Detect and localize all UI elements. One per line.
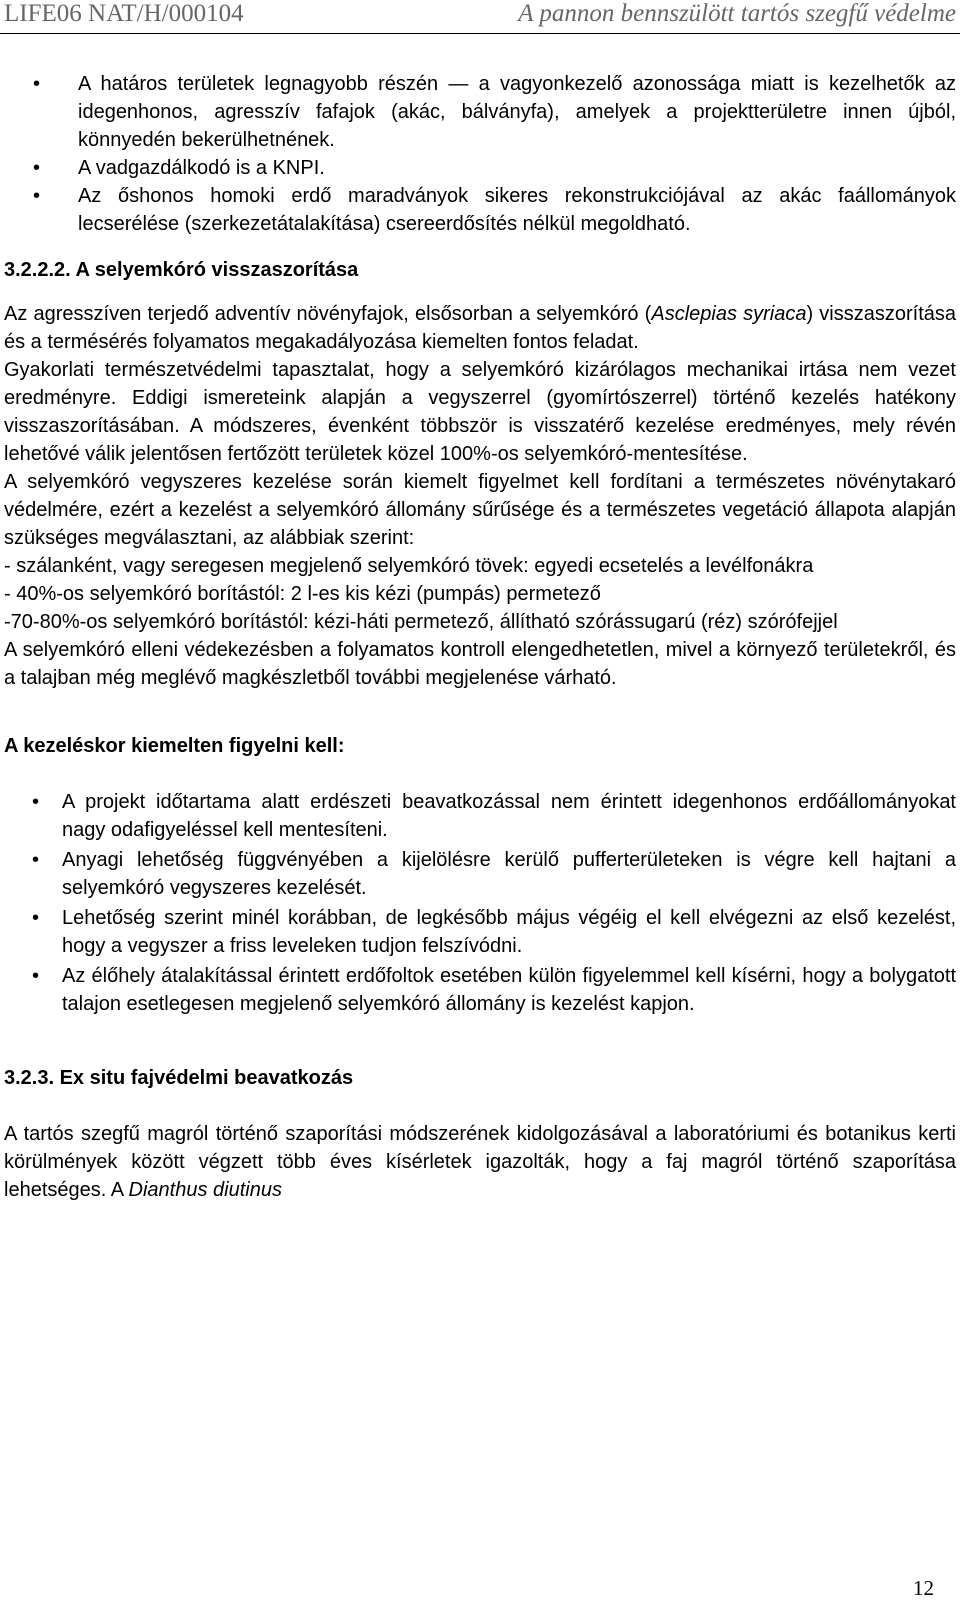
treatment-line: -70-80%-os selyemkóró borítástól: kézi-háti permetező, állítható szórássugarú (réz) szórófejjel bbox=[4, 611, 838, 633]
list-item: • Az őshonos homoki erdő maradványok sikeres rekonstrukciójával az akác faállományok lecserélése (szerkezetátalakítása) csereerdősítés nélkül megoldható. bbox=[4, 182, 956, 238]
paragraph: Gyakorlati természetvédelmi tapasztalat, hogy a selyemkóró kizárólagos mechanikai irtása nem vezet eredményre. Eddigi ismereteink alapján a vegyszerrel (gyomírtószerrel) történő kezelés hatékony visszaszorításában. A módszeres, évenként többször is visszatérő kezelése eredményes, mely révén lehetővé válik jelentősen fertőzött területek közel 100%-os selyemkóró-mentesítése. bbox=[4, 359, 956, 465]
focus-heading: A kezeléskor kiemelten figyelni kell: bbox=[4, 735, 345, 757]
list-item: • Lehetőség szerint minél korábban, de legkésőbb május végéig el kell elvégezni az első kezelést, hogy a vegyszer a friss leveleken tudjon felszívódni. bbox=[4, 904, 956, 960]
document-title: A pannon bennszülött tartós szegfű védelme bbox=[518, 0, 956, 27]
document-body bbox=[4, 70, 956, 1204]
list-item: • A projekt időtartama alatt erdészeti beavatkozással nem érintett idegenhonos erdőállományokat nagy odafigyeléssel kell mentesíteni. bbox=[4, 788, 956, 844]
bullet-icon bbox=[32, 788, 39, 816]
treatment-line: - szálanként, vagy seregesen megjelenő selyemkóró tövek: egyedi ecsetelés a levélfonákra bbox=[4, 555, 814, 577]
page-header bbox=[0, 0, 960, 34]
list-item: • A határos területek legnagyobb részén — a vagyonkezelő azonossága miatt is kezelhetők az idegenhonos, agresszív fafajok (akác, bálványfa), amelyek a projektterületre innen újból, könnyedén bekerülhetnének. bbox=[4, 70, 956, 154]
bullet-icon bbox=[32, 846, 39, 874]
project-code: LIFE06 NAT/H/000104 bbox=[4, 0, 244, 27]
bullet-icon bbox=[33, 182, 40, 210]
paragraph: A selyemkóró elleni védekezésben a folyamatos kontroll elengedhetetlen, mivel a környező területekről, és a talajban még meglévő magkészletből további megjelenése várható. bbox=[4, 639, 956, 689]
species-name: Asclepias syriaca bbox=[651, 303, 807, 325]
section-heading-ex-situ: 3.2.3. Ex situ fajvédelmi beavatkozás bbox=[4, 1067, 354, 1089]
section-heading-selyemkoro: 3.2.2.2. A selyemkóró visszaszorítása bbox=[4, 259, 359, 281]
bullet-icon bbox=[33, 154, 40, 182]
page-number: 12 bbox=[913, 1576, 934, 1600]
focus-bullet-list bbox=[4, 788, 956, 1018]
list-item: • Anyagi lehetőség függvényében a kijelölésre kerülő pufferterületeken is végre kell hajtani a selyemkóró vegyszeres kezelését. bbox=[4, 846, 956, 902]
top-bullet-list bbox=[4, 70, 956, 238]
bullet-icon bbox=[32, 904, 39, 932]
list-item: • A vadgazdálkodó is a KNPI. bbox=[4, 154, 956, 182]
bullet-icon bbox=[33, 70, 40, 98]
treatment-line: - 40%-os selyemkóró borítástól: 2 l-es kis kézi (pumpás) permetező bbox=[4, 583, 601, 605]
list-item: • Az élőhely átalakítással érintett erdőfoltok esetében külön figyelemmel kell kísérni, hogy a bolygatott talajon esetlegesen megjelenő selyemkóró állomány is kezelést kapjon. bbox=[4, 962, 956, 1018]
bullet-icon bbox=[32, 962, 39, 990]
paragraph: A selyemkóró vegyszeres kezelése során kiemelt figyelmet kell fordítani a természetes növénytakaró védelmére, ezért a kezelést a selyemkóró állomány sűrűsége és a természetes vegetáció állapota alapján szükséges megválasztani, az alábbiak szerint: bbox=[4, 471, 956, 549]
intro-paragraph: Az agresszíven terjedő adventív növényfajok, elsősorban a selyemkóró (Asclepias syriaca) visszaszorítása és a termésérés folyamatos megakadályozása kiemelten fontos feladat. bbox=[4, 303, 956, 353]
ex-situ-paragraph: A tartós szegfű magról történő szaporítási módszerének kidolgozásával a laboratóriumi és botanikus kerti körülmények között végzett több éves kísérletek igazolták, hogy a faj magról történő szaporítása lehetséges. A Dianthus diutinus bbox=[4, 1123, 956, 1201]
species-name: Dianthus diutinus bbox=[128, 1179, 282, 1201]
